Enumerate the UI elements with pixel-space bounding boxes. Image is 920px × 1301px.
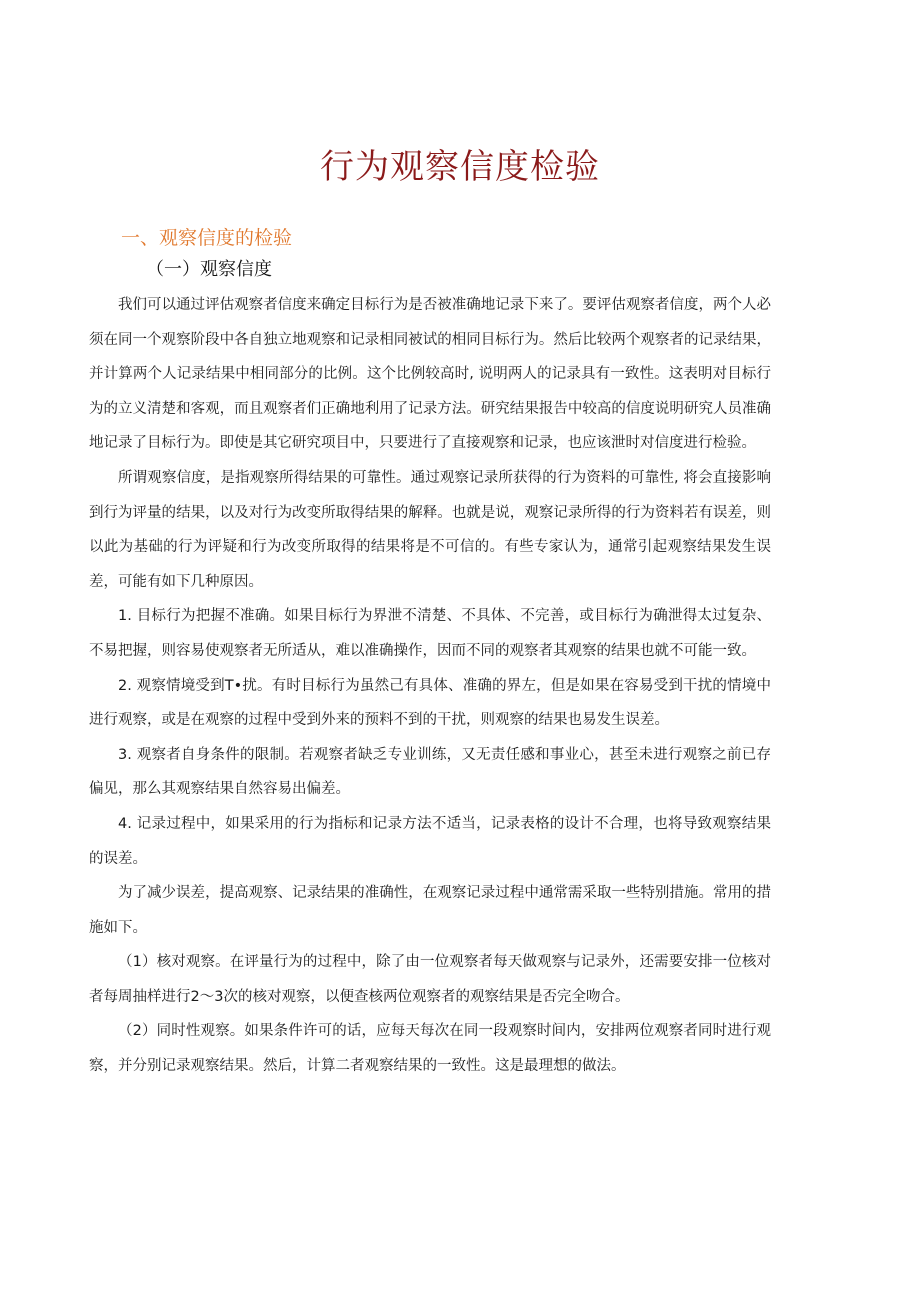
list-item-measure-1: （1）核对观察。在评量行为的过程中，除了由一位观察者每天做观察与记录外，还需要安排一位核对者每周抽样进行2〜3次的核对观察，以便查核两位观察者的观察结果是否完全吻合。 bbox=[89, 954, 771, 1005]
list-item-cause-4: 4. 记录过程中，如果采用的行为指标和记录方法不适当，记录表格的设计不合理，也将导致观察结果的误差。 bbox=[89, 815, 771, 867]
document-body bbox=[89, 288, 771, 1084]
list-item-cause-2: 2. 观察情境受到T•扰。有时目标行为虽然己有具体、准确的界左，但是如果在容易受到干扰的情境中进行观察，或是在观察的过程中受到外来的预料不到的干扰，则观察的结果也易发生误差。 bbox=[89, 677, 771, 729]
sub-heading: （一）观察信度 bbox=[146, 259, 272, 280]
list-item-measure-2: （2）同时性观察。如果条件许可的话，应每天每次在同一段观察时间内，安排两位观察者同时进行观察，并分别记录观察结果。然后，计算二者观察结果的一致性。这是最理想的做法。 bbox=[89, 1023, 771, 1075]
list-item-cause-1: 1. 目标行为把握不准确。如果目标行为界泄不清楚、不具体、不完善，或目标行为确泄得太过复杂、不易把握，则容易使观察者无所适从，难以准确操作，因而不同的观察者其观察的结果也就不可能一致。 bbox=[89, 608, 771, 659]
section-heading: 一、观察信度的检验 bbox=[121, 227, 293, 249]
paragraph-intro: 我们可以通过评估观察者信度来确定目标行为是否被准确地记录下来了。要评估观察者信度，两个人必须在同一个观察阶段中各自独立地观察和记录相同被试的相同目标行为。然后比较两个观察者的记录结果，并计算两个人记录结果中相同部分的比例。这个比例较高时, 说明两人的记录具有一致性。这表明对目标行为的立义清楚和客观，而且观察者们正确地利用了记录方法。研究结果报告中较高的信度说明研究人员准确地记录了目标行为。即使是其它研究项目中，只要进行了直接观察和记录，也应该泄时对信度进行检验。 bbox=[89, 297, 771, 452]
paragraph-measures-intro: 为了减少误差，提高观察、记录结果的准确性，在观察记录过程中通常需采取一些特别措施。常用的措施如下。 bbox=[89, 885, 771, 936]
list-item-cause-3: 3. 观察者自身条件的限制。若观察者缺乏专业训练，又无责任感和事业心，甚至未进行观察之前已存偏见，那么其观察结果自然容易出偏差。 bbox=[89, 746, 771, 798]
paragraph-definition: 所谓观察信度，是指观察所得结果的可靠性。通过观察记录所获得的行为资料的可靠性, 将会直接影响到行为评量的结果，以及对行为改变所取得结果的解释。也就是说，观察记录所得的行为资料若有误差，则以此为基础的行为评疑和行为改变所取得的结果将是不可信的。有些专家认为，通常引起观察结果发生误差，可能有如下几种原因。 bbox=[89, 469, 771, 590]
page-title: 行为观察信度检验 bbox=[320, 147, 600, 187]
